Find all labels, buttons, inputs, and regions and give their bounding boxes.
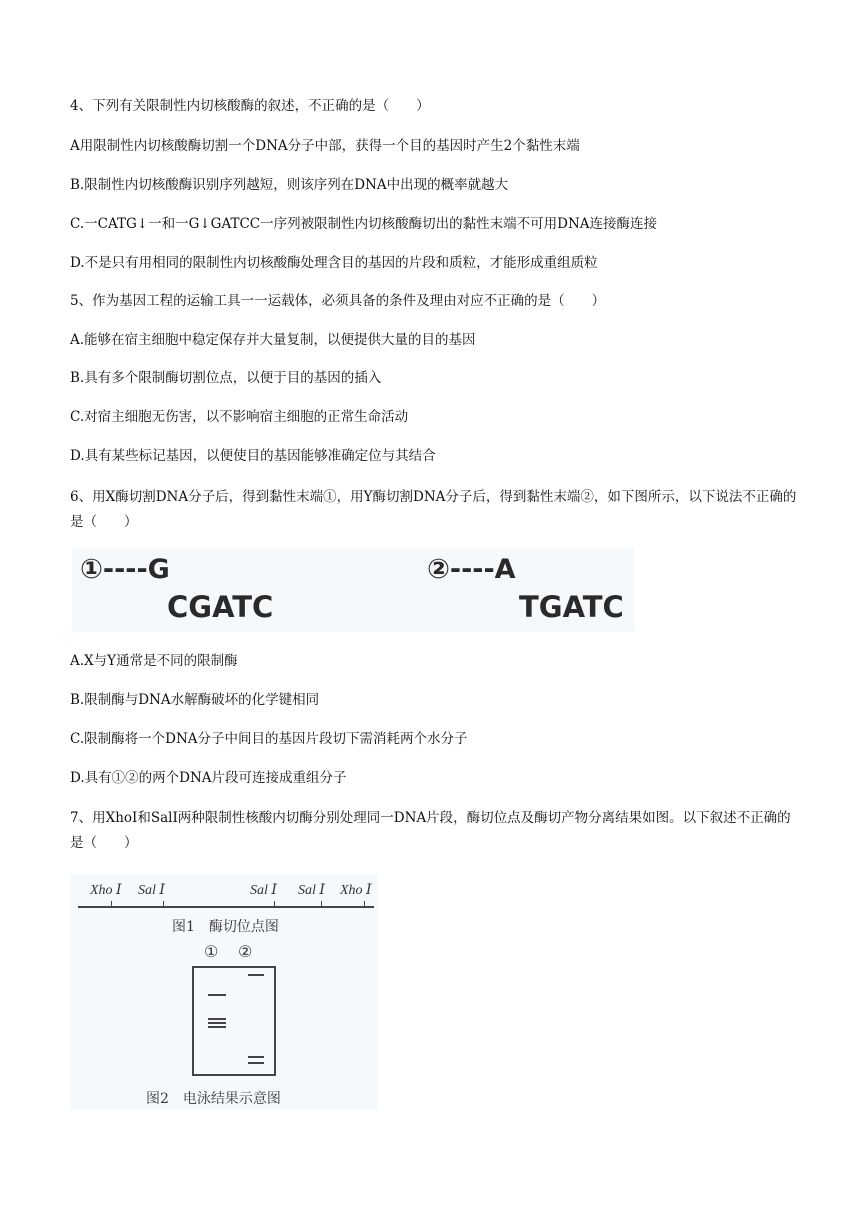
gel-band bbox=[248, 1062, 264, 1064]
q5-stem: 5、作为基因工程的运输工具一一运载体，必须具备的条件及理由对应不正确的是（ ） bbox=[70, 293, 606, 309]
q6-option-b: B.限制酶与DNA水解酶破坏的化学键相同 bbox=[70, 692, 320, 708]
site-label-xho-1: Xho Ⅰ bbox=[90, 883, 122, 898]
gel-box bbox=[192, 966, 276, 1076]
q5-option-d: D.具有某些标记基因，以便使目的基因能够准确定位与其结合 bbox=[70, 448, 436, 464]
fig1-caption: 图1 酶切位点图 bbox=[172, 919, 279, 935]
q6-option-d: D.具有①②的两个DNA片段可连接成重组分子 bbox=[70, 770, 347, 786]
site-tick bbox=[163, 901, 164, 907]
q5-option-a: A.能够在宿主细胞中稳定保存并大量复制，以便提供大量的目的基因 bbox=[70, 332, 476, 348]
q4-option-d: D.不是只有用相同的限制性内切核酸酶处理含目的基因的片段和质粒，才能形成重组质粒 bbox=[70, 255, 598, 271]
gel-band bbox=[208, 1018, 226, 1020]
q4-option-a: A用限制性内切核酸酶切割一个DNA分子中部，获得一个目的基因时产生2个黏性末端 bbox=[70, 138, 580, 154]
sticky-end-2-bottom: TGATC bbox=[519, 590, 624, 624]
fig2-caption: 图2 电泳结果示意图 bbox=[146, 1091, 281, 1107]
site-tick bbox=[111, 901, 112, 907]
site-tick bbox=[274, 901, 275, 907]
q4-stem: 4、下列有关限制性内切核酸酶的叙述，不正确的是（ ） bbox=[70, 98, 430, 114]
q7-stem: 7、用XhoI和SalI两种限制性核酸内切酶分别处理同一DNA片段，酶切位点及酶切产物分离结果如图。以下叙述不正确的是（ ） bbox=[70, 810, 791, 851]
site-tick bbox=[364, 901, 365, 907]
sticky-end-1-bottom: CGATC bbox=[167, 590, 274, 624]
sticky-end-1-top: ①----G bbox=[80, 554, 170, 585]
q4-option-b: B.限制性内切核酸酶识别序列越短，则该序列在DNA中出现的概率就越大 bbox=[70, 177, 509, 193]
gel-band bbox=[208, 994, 226, 996]
q6-stem: 6、用X酶切割DNA分子后，得到黏性末端①，用Y酶切割DNA分子后，得到黏性末端②，如下图所示，以下说法不正确的是（ ） bbox=[70, 489, 797, 530]
lane-label-2: ② bbox=[238, 942, 253, 961]
enzyme-figure bbox=[70, 874, 378, 1110]
q6-option-a: A.X与Y通常是不同的限制酶 bbox=[70, 653, 238, 669]
q5-option-b: B.具有多个限制酶切割位点，以便于目的基因的插入 bbox=[70, 370, 382, 386]
gel-band bbox=[208, 1026, 226, 1028]
q5-option-c: C.对宿主细胞无伤害，以不影响宿主细胞的正常生命活动 bbox=[70, 409, 409, 425]
sticky-end-2-top: ②----A bbox=[427, 554, 516, 585]
q6-option-c: C.限制酶将一个DNA分子中间目的基因片段切下需消耗两个水分子 bbox=[70, 731, 468, 747]
dna-line bbox=[78, 906, 374, 908]
site-label-xho-2: Xho Ⅰ bbox=[340, 883, 372, 898]
sticky-ends-figure bbox=[72, 548, 634, 632]
gel-band bbox=[208, 1022, 226, 1024]
site-label-sal-1: Sal Ⅰ bbox=[138, 883, 165, 898]
site-tick bbox=[321, 901, 322, 907]
site-label-sal-3: Sal Ⅰ bbox=[298, 883, 325, 898]
lane-label-1: ① bbox=[204, 942, 219, 961]
gel-band bbox=[248, 1056, 264, 1058]
q4-option-c: C.一CATG↓一和一G↓GATCC一序列被限制性内切核酸酶切出的黏性末端不可用DNA连接酶连接 bbox=[70, 216, 658, 232]
site-label-sal-2: Sal Ⅰ bbox=[250, 883, 277, 898]
gel-band bbox=[248, 974, 264, 976]
